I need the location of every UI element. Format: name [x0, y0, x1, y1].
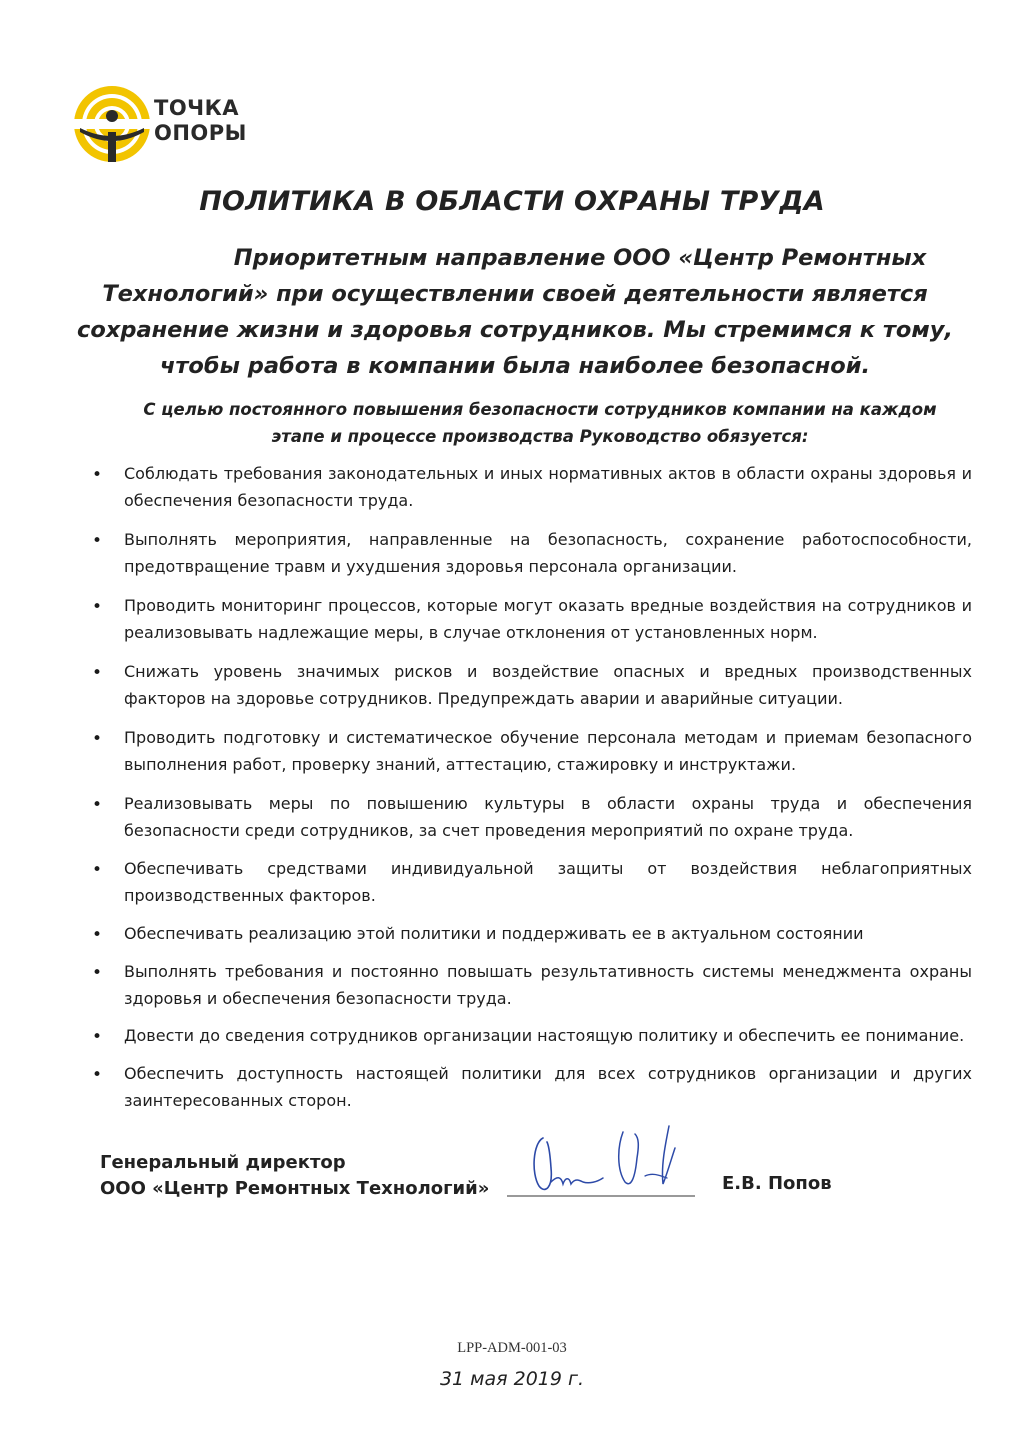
intro-line: Приоритетным направление ООО «Центр Ремонтных [233, 245, 927, 271]
list-item-text: Выполнять мероприятия, направленные на безопасность, сохранение работоспособности, предотвращение травм и ухудшения здоровья персонала организации. [124, 530, 972, 576]
bullet-icon: • [92, 531, 103, 551]
list-item-text: Обеспечивать средствами индивидуальной защиты от воздействия неблагоприятных производственных факторов. [124, 859, 972, 905]
document-code: LPP-ADM-001-03 [457, 1340, 567, 1356]
lead-line: С целью постоянного повышения безопасности сотрудников компании на каждом [143, 400, 937, 419]
list-item-text: Реализовывать меры по повышению культуры в области охраны труда и обеспечения безопасности среди сотрудников, за счет проведения мероприятий по охране труда. [124, 794, 972, 840]
intro-paragraph [60, 240, 970, 384]
bullet-icon: • [92, 795, 103, 815]
logo-line-2: ОПОРЫ [154, 121, 247, 145]
bullet-icon: • [92, 1027, 103, 1047]
logo-wordmark [154, 96, 247, 146]
list-item-text: Выполнять требования и постоянно повышать результативность системы менеджмента охраны здоровья и обеспечения безопасности труда. [124, 962, 972, 1008]
lead-paragraph [110, 396, 970, 450]
list-item-text: Довести до сведения сотрудников организации настоящую политику и обеспечить ее понимание. [124, 1026, 965, 1045]
bullet-icon: • [92, 729, 103, 749]
signatory-name: Е.В. Попов [722, 1173, 832, 1194]
bullet-icon: • [92, 860, 103, 880]
intro-line: сохранение жизни и здоровья сотрудников. Мы стремимся к тому, [77, 317, 953, 343]
bullet-icon: • [92, 1065, 103, 1085]
list-item-text: Снижать уровень значимых рисков и воздействие опасных и вредных производственных факторов на здоровье сотрудников. Предупреждать аварии и аварийные ситуации. [124, 662, 972, 708]
bullet-icon: • [92, 597, 103, 617]
company-logo [70, 82, 245, 166]
bullet-icon: • [92, 925, 103, 945]
company-name: ООО «Центр Ремонтных Технологий» [100, 1178, 490, 1199]
list-item-text: Обеспечивать реализацию этой политики и поддерживать ее в актуальном состоянии [124, 924, 864, 943]
list-item-text: Проводить мониторинг процессов, которые могут оказать вредные воздействия на сотрудников и реализовывать надлежащие меры, в случае отклонения от установленных норм. [124, 596, 972, 642]
document-date: 31 мая 2019 г. [439, 1368, 585, 1390]
intro-line: Технологий» при осуществлении своей деятельности является [102, 281, 928, 307]
handwritten-signature [505, 1118, 700, 1200]
list-item-text: Проводить подготовку и систематическое обучение персонала методам и приемам безопасного выполнения работ, проверку знаний, аттестацию, стажировку и инструктажи. [124, 728, 972, 774]
bullet-icon: • [92, 663, 103, 683]
bullet-icon: • [92, 465, 103, 485]
lead-line: этапе и процессе производства Руководство обязуется: [271, 427, 809, 446]
position-line: Генеральный директор [100, 1152, 346, 1173]
bullet-icon: • [92, 963, 103, 983]
document-title: ПОЛИТИКА В ОБЛАСТИ ОХРАНЫ ТРУДА [199, 186, 825, 217]
list-item-text: Обеспечить доступность настоящей политики для всех сотрудников организации и других заинтересованных сторон. [124, 1064, 972, 1110]
list-item-text: Соблюдать требования законодательных и иных нормативных актов в области охраны здоровья и обеспечения безопасности труда. [124, 464, 972, 510]
intro-line: чтобы работа в компании была наиболее безопасной. [159, 353, 871, 379]
logo-line-1: ТОЧКА [154, 96, 240, 120]
signatory-position [100, 1150, 489, 1202]
logo-mark-icon [70, 82, 154, 166]
